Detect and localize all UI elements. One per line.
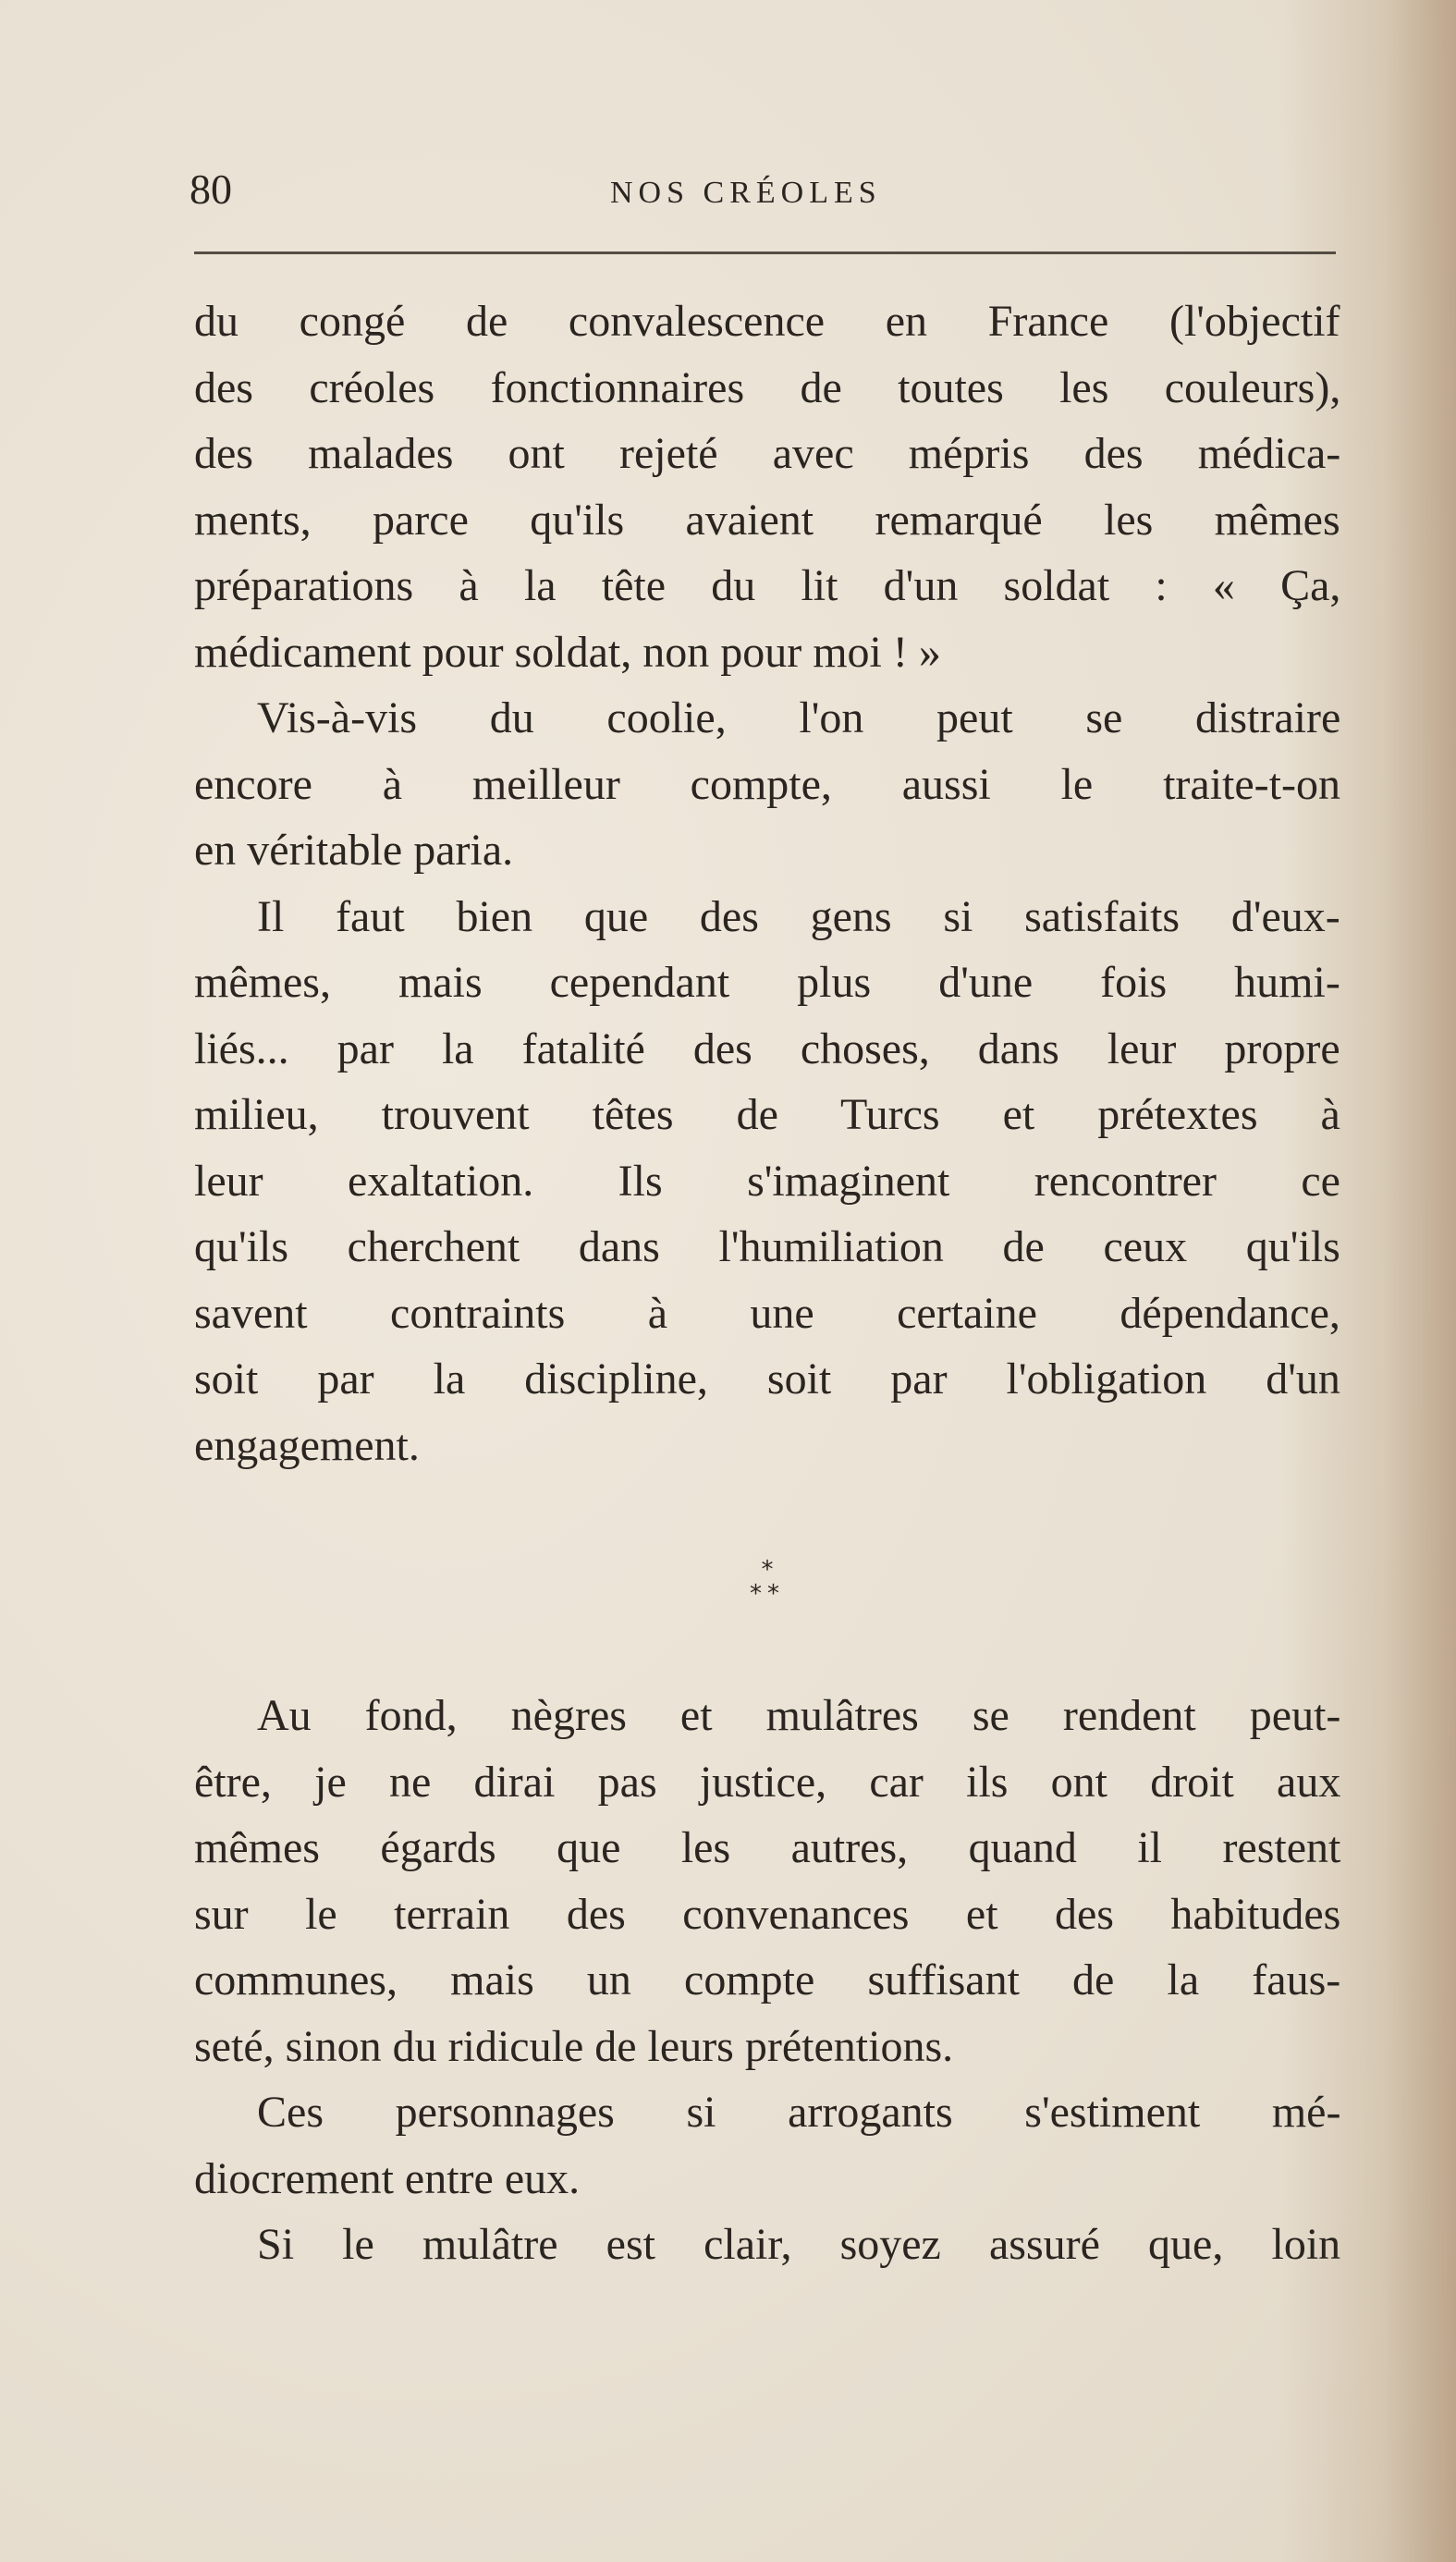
text-line: ments, parce qu'ils avaient remarqué les mêmes	[194, 495, 1340, 545]
text-line: leur exaltation. Ils s'imaginent rencontrer ce	[194, 1156, 1340, 1206]
section-break-asterism	[730, 1558, 804, 1606]
text-line: seté, sinon du ridicule de leurs prétentions.	[194, 2021, 954, 2071]
text-line: liés... par la fatalité des choses, dans leur propre	[194, 1024, 1340, 1073]
text-section-2	[194, 1683, 1340, 2278]
text-line: Au fond, nègres et mulâtres se rendent peut-	[257, 1691, 1341, 1740]
text-line: des créoles fonctionnaires de toutes les couleurs),	[194, 362, 1341, 412]
text-line: Il faut bien que des gens si satisfaits d'eux-	[257, 891, 1340, 941]
text-line: diocrement entre eux.	[194, 2153, 581, 2203]
asterism-top: *	[761, 1556, 774, 1584]
text-line: préparations à la tête du lit d'un soldat : « Ça,	[194, 561, 1341, 610]
text-line: en véritable paria.	[194, 826, 514, 875]
text-line: mêmes égards que les autres, quand il restent	[194, 1823, 1341, 1872]
text-line: Ces personnages si arrogants s'estiment mé-	[257, 2088, 1341, 2137]
text-line: engagement.	[194, 1420, 420, 1470]
asterism-bottom: **	[750, 1580, 785, 1608]
text-line: être, je ne dirai pas justice, car ils ont droit aux	[194, 1757, 1341, 1807]
text-line: milieu, trouvent têtes de Turcs et prétextes à	[194, 1090, 1340, 1139]
text-line: du congé de convalescence en France (l'objectif	[194, 297, 1340, 346]
text-line: sur le terrain des convenances et des habitudes	[194, 1889, 1341, 1939]
text-line: médicament pour soldat, non pour moi ! »	[194, 627, 941, 677]
text-line: qu'ils cherchent dans l'humiliation de ceux qu'ils	[194, 1222, 1340, 1271]
text-line: savent contraints à une certaine dépendance,	[194, 1288, 1340, 1338]
header-rule	[194, 251, 1336, 254]
running-title: NOS CRÉOLES	[610, 176, 882, 210]
page-number: 80	[190, 165, 232, 213]
text-section-1	[194, 288, 1340, 1478]
text-line: Vis-à-vis du coolie, l'on peut se distraire	[257, 693, 1341, 742]
text-line: Si le mulâtre est clair, soyez assuré que, loin	[257, 2220, 1341, 2269]
text-line: communes, mais un compte suffisant de la faus-	[194, 1955, 1341, 2004]
text-line: encore à meilleur compte, aussi le traite-t-on	[194, 759, 1340, 809]
text-line: mêmes, mais cependant plus d'une fois humi-	[194, 958, 1340, 1007]
text-line: des malades ont rejeté avec mépris des médica-	[194, 429, 1341, 478]
text-line: soit par la discipline, soit par l'obligation d'un	[194, 1355, 1340, 1404]
